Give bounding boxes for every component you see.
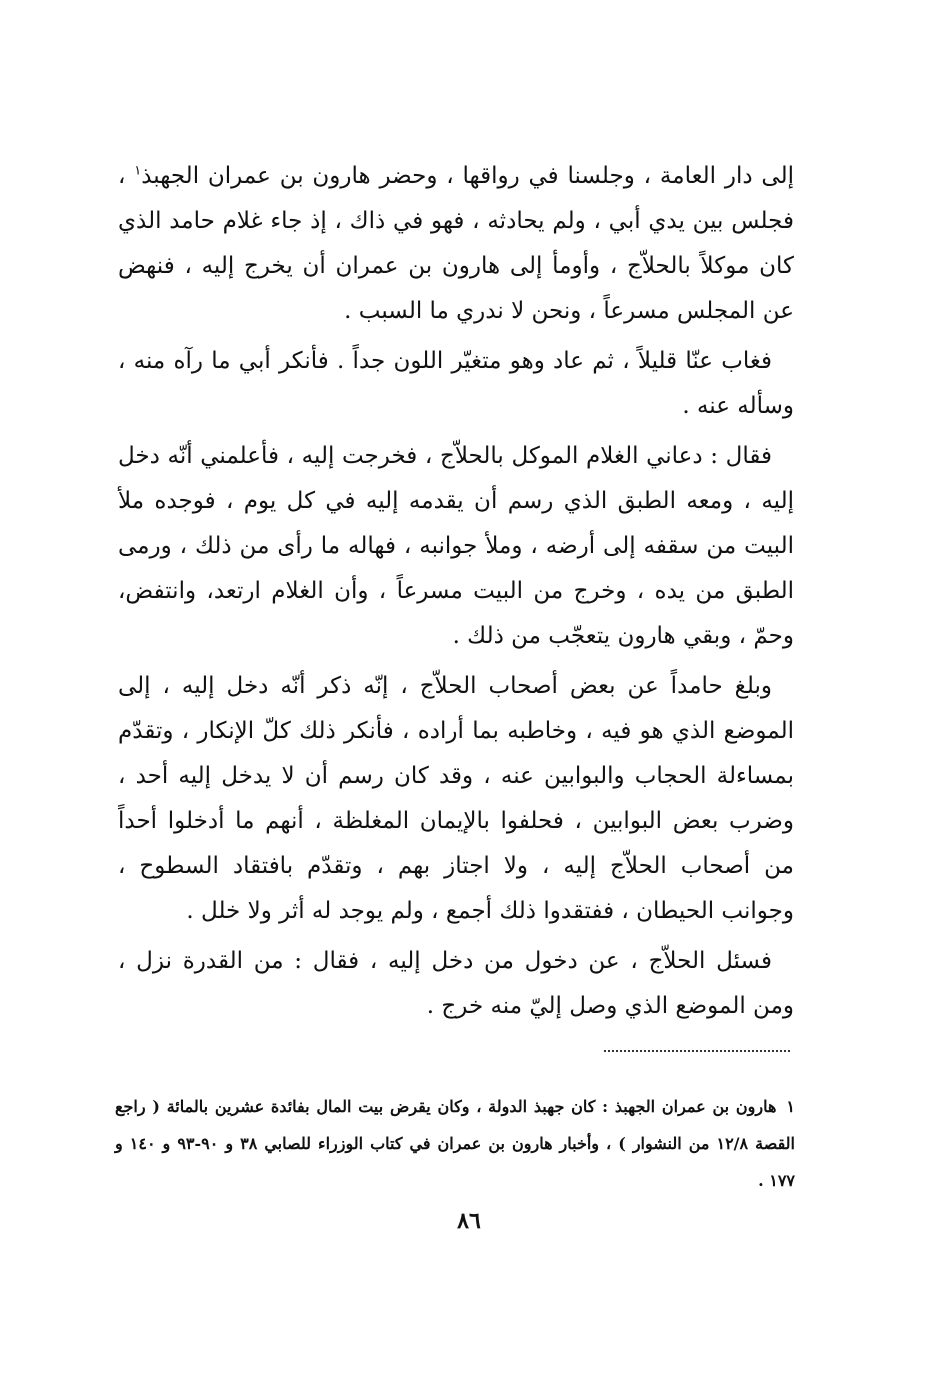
paragraph-1 (118, 154, 794, 334)
paragraph-1-text: إلى دار العامة ، وجلسنا في رواقها ، وحضر هارون بن عمران الجهبذ (141, 163, 794, 189)
paragraph-3: فقال : دعاني الغلام الموكل بالحلاّج ، فخرجت إليه ، فأعلمني أنّه دخل إليه ، ومعه الطبق الذي رسم أن يقدمه إليه في كل يوم ، فوجده ملأ البيت من سقفه إلى أرضه ، وملأ جوانبه ، فهاله ما رأى من ذلك ، ورمى الطبق من يده ، وخرج من البيت مسرعاً ، وأن الغلام ارتعد، وانتفض، وحمّ ، وبقي هارون يتعجّب من ذلك . (118, 443, 794, 649)
paragraph-1-continuation: ، فجلس بين يدي أبي ، ولم يحادثه ، فهو في ذاك ، إذ جاء غلام حامد الذي كان موكلاً بالحلاّج ، وأومأ إلى هارون بن عمران أن يخرج إليه ، فنهض عن المجلس مسرعاً ، ونحن لا ندري ما السبب . (118, 163, 794, 324)
footnote-marker: ١ (134, 163, 142, 179)
main-text (118, 154, 794, 1034)
paragraph-4: وبلغ حامداً عن بعض أصحاب الحلاّج ، إنّه ذكر أنّه دخل إليه ، إلى الموضع الذي هو فيه ، وخاطبه بما أراده ، فأنكر ذلك كلّ الإنكار ، وتقدّم بمساءلة الحجاب والبوابين عنه ، وقد كان رسم أن لا يدخل إليه أحد ، وضرب بعض البوابين ، فحلفوا بالإيمان المغلظة ، أنهم ما أدخلوا أحداً من أصحاب الحلاّج إليه ، ولا اجتاز بهم ، وتقدّم بافتقاد السطوح ، وجوانب الحيطان ، ففتقدوا ذلك أجمع ، ولم يوجد له أثر ولا خلل . (118, 673, 794, 924)
paragraph-5: فسئل الحلاّج ، عن دخول من دخل إليه ، فقال : من القدرة نزل ، ومن الموضع الذي وصل إليّ منه خرج . (118, 948, 794, 1019)
footnote-divider (604, 1050, 790, 1052)
footnote (115, 1088, 795, 1199)
footnote-number: ١ (786, 1097, 795, 1116)
page-number: ٨٦ (457, 1208, 481, 1234)
footnote-text: هارون بن عمران الجهبذ : كان جهبذ الدولة ، وكان يقرض بيت المال بفائدة عشرين بالمائة ( راجع القصة ١٢/٨ من النشوار ) ، وأخبار هارون بن عمران في كتاب الوزراء للصابي ٣٨ و ٩٠-٩٣ و ١٤٠ و ١٧٧ . (115, 1097, 795, 1190)
paragraph-2: فغاب عنّا قليلاً ، ثم عاد وهو متغيّر اللون جداً . فأنكر أبي ما رآه منه ، وسأله عنه . (118, 348, 794, 419)
